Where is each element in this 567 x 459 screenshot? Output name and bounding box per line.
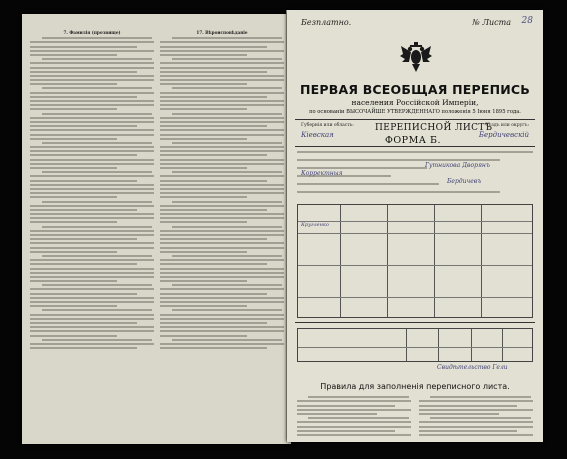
signature-handwritten: Свидѣтельство Гели <box>437 364 508 371</box>
census-title: ПЕРВАЯ ВСЕОБЩАЯ ПЕРЕПИСЬ <box>299 82 531 97</box>
rules-text-column-1 <box>297 394 411 436</box>
printed-field-row <box>297 182 533 186</box>
residents-table <box>297 204 533 318</box>
uezd-handwritten: Бердичевскій <box>478 131 529 139</box>
column-1-heading: 7. Фамилія (прозвище) <box>63 30 121 35</box>
left-text-column-1 <box>30 28 154 430</box>
handwritten-entry: Бердичевъ <box>447 178 482 185</box>
printed-field-row <box>297 158 533 162</box>
census-subtitle: населения Россійской Имперіи, <box>351 98 479 107</box>
free-of-charge-label: Безплатно. <box>301 18 352 27</box>
divider <box>295 322 535 323</box>
form-name: ФОРМА Б. <box>385 135 442 146</box>
guberniya-label: Губернія или область: <box>301 123 354 128</box>
census-decree-line: по основаніи ВЫСОЧАЙШЕ УТВЕРЖДЕННАГО положенія 5 Іюня 1895 года. <box>309 109 521 115</box>
printed-field-row <box>297 150 533 154</box>
handwritten-entry: Корректныя <box>301 170 343 177</box>
column-2-heading: 17. Вѣроисповѣданіе <box>196 30 248 35</box>
dwelling-table <box>297 328 533 362</box>
handwritten-entry: Гутникова Дворянъ <box>425 162 490 169</box>
guberniya-handwritten: Кіевская <box>301 131 334 139</box>
form-title: ПЕРЕПИСНОЙ ЛИСТЪ <box>375 123 493 133</box>
double-headed-eagle-icon <box>399 40 433 74</box>
census-form-page <box>287 10 543 442</box>
left-instruction-page <box>22 14 291 444</box>
divider <box>295 119 535 120</box>
table-row-name: Кругленко <box>301 222 329 228</box>
sheet-number-label: № Листа <box>472 18 511 27</box>
rules-text-column-2 <box>419 394 533 436</box>
divider <box>295 146 535 147</box>
left-text-column-2 <box>160 28 284 430</box>
handwritten-sheet-number: 28 <box>521 16 533 26</box>
uezd-label: Уѣздъ или округъ: <box>485 123 529 128</box>
printed-field-row <box>297 190 533 194</box>
rules-title: Правила для заполненія переписного листа. <box>320 382 510 391</box>
